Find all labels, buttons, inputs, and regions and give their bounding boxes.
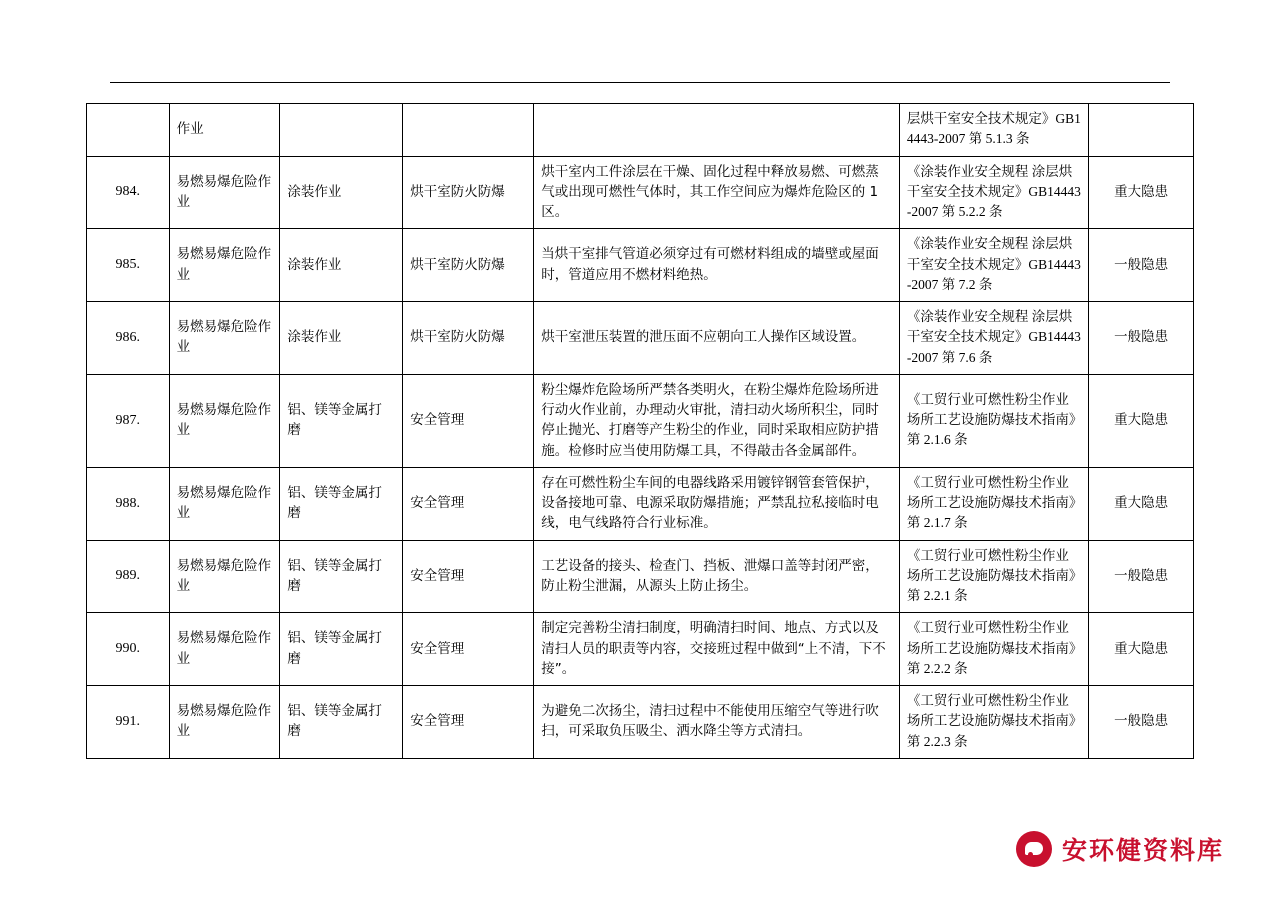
cell-description: 制定完善粉尘清扫制度，明确清扫时间、地点、方式以及清扫人员的职责等内容，交接班过程中做到“上不清，下不接”。 xyxy=(534,613,900,686)
cell-category: 易燃易爆危险作业 xyxy=(169,374,280,467)
cell-number: 986. xyxy=(87,302,170,375)
cell-item: 烘干室防火防爆 xyxy=(403,156,534,229)
cell-operation: 铝、镁等金属打磨 xyxy=(280,467,403,540)
watermark-label: 安环健资料库 xyxy=(1061,836,1224,865)
cell-number: 985. xyxy=(87,229,170,302)
cell-category: 作业 xyxy=(169,104,280,157)
cell-operation: 涂装作业 xyxy=(280,229,403,302)
cell-number: 989. xyxy=(87,540,170,613)
cell-item: 安全管理 xyxy=(403,467,534,540)
cell-level: 重大隐患 xyxy=(1089,374,1194,467)
cell-description xyxy=(534,104,900,157)
cell-category: 易燃易爆危险作业 xyxy=(169,229,280,302)
table-row xyxy=(87,686,1194,759)
cell-number xyxy=(87,104,170,157)
cell-operation xyxy=(280,104,403,157)
table-row xyxy=(87,540,1194,613)
cell-reference: 层烘干室安全技术规定》GB14443-2007 第 5.1.3 条 xyxy=(899,104,1088,157)
cell-category: 易燃易爆危险作业 xyxy=(169,467,280,540)
cell-reference: 《涂装作业安全规程 涂层烘干室安全技术规定》GB14443-2007 第 7.6 条 xyxy=(899,302,1088,375)
cell-level: 重大隐患 xyxy=(1089,156,1194,229)
cell-operation: 铝、镁等金属打磨 xyxy=(280,613,403,686)
cell-description: 粉尘爆炸危险场所严禁各类明火，在粉尘爆炸危险场所进行动火作业前，办理动火审批，清扫动火场所积尘，同时停止抛光、打磨等产生粉尘的作业，同时采取相应防护措施。检修时应当使用防爆工具，不得敲击各金属部件。 xyxy=(534,374,900,467)
table-row xyxy=(87,229,1194,302)
cell-category: 易燃易爆危险作业 xyxy=(169,540,280,613)
hazard-table-container xyxy=(86,103,1194,759)
cell-level: 一般隐患 xyxy=(1089,540,1194,613)
cell-item: 烘干室防火防爆 xyxy=(403,302,534,375)
cell-description: 烘干室内工件涂层在干燥、固化过程中释放易燃、可燃蒸气或出现可燃性气体时，其工作空间应为爆炸危险区的 1 区。 xyxy=(534,156,900,229)
table-row xyxy=(87,613,1194,686)
cell-number: 987. xyxy=(87,374,170,467)
cell-level: 一般隐患 xyxy=(1089,302,1194,375)
cell-number: 990. xyxy=(87,613,170,686)
table-row xyxy=(87,302,1194,375)
wechat-icon xyxy=(1016,831,1052,867)
cell-item: 安全管理 xyxy=(403,540,534,613)
table-row xyxy=(87,467,1194,540)
cell-operation: 铝、镁等金属打磨 xyxy=(280,540,403,613)
cell-item: 安全管理 xyxy=(403,686,534,759)
hazard-table-body xyxy=(87,104,1194,759)
cell-operation: 铝、镁等金属打磨 xyxy=(280,374,403,467)
cell-category: 易燃易爆危险作业 xyxy=(169,302,280,375)
cell-operation: 涂装作业 xyxy=(280,302,403,375)
cell-description: 工艺设备的接头、检查门、挡板、泄爆口盖等封闭严密，防止粉尘泄漏，从源头上防止扬尘。 xyxy=(534,540,900,613)
table-row xyxy=(87,104,1194,157)
cell-level: 重大隐患 xyxy=(1089,613,1194,686)
cell-description: 烘干室泄压装置的泄压面不应朝向工人操作区域设置。 xyxy=(534,302,900,375)
header-rule xyxy=(110,82,1170,83)
cell-category: 易燃易爆危险作业 xyxy=(169,156,280,229)
cell-operation: 涂装作业 xyxy=(280,156,403,229)
watermark xyxy=(1016,831,1224,867)
cell-reference: 《工贸行业可燃性粉尘作业场所工艺设施防爆技术指南》第 2.2.2 条 xyxy=(899,613,1088,686)
hazard-table xyxy=(86,103,1194,759)
cell-reference: 《工贸行业可燃性粉尘作业场所工艺设施防爆技术指南》第 2.1.6 条 xyxy=(899,374,1088,467)
cell-level: 一般隐患 xyxy=(1089,229,1194,302)
cell-level: 重大隐患 xyxy=(1089,467,1194,540)
cell-reference: 《涂装作业安全规程 涂层烘干室安全技术规定》GB14443-2007 第 5.2.2 条 xyxy=(899,156,1088,229)
cell-number: 984. xyxy=(87,156,170,229)
cell-item xyxy=(403,104,534,157)
cell-description: 为避免二次扬尘，清扫过程中不能使用压缩空气等进行吹扫，可采取负压吸尘、洒水降尘等方式清扫。 xyxy=(534,686,900,759)
table-row xyxy=(87,156,1194,229)
cell-number: 991. xyxy=(87,686,170,759)
cell-category: 易燃易爆危险作业 xyxy=(169,613,280,686)
cell-level: 一般隐患 xyxy=(1089,686,1194,759)
cell-reference: 《工贸行业可燃性粉尘作业场所工艺设施防爆技术指南》第 2.2.1 条 xyxy=(899,540,1088,613)
cell-number: 988. xyxy=(87,467,170,540)
cell-item: 烘干室防火防爆 xyxy=(403,229,534,302)
cell-reference: 《工贸行业可燃性粉尘作业场所工艺设施防爆技术指南》第 2.2.3 条 xyxy=(899,686,1088,759)
cell-reference: 《工贸行业可燃性粉尘作业场所工艺设施防爆技术指南》第 2.1.7 条 xyxy=(899,467,1088,540)
table-row xyxy=(87,374,1194,467)
cell-reference: 《涂装作业安全规程 涂层烘干室安全技术规定》GB14443-2007 第 7.2 条 xyxy=(899,229,1088,302)
cell-category: 易燃易爆危险作业 xyxy=(169,686,280,759)
cell-level xyxy=(1089,104,1194,157)
cell-operation: 铝、镁等金属打磨 xyxy=(280,686,403,759)
cell-item: 安全管理 xyxy=(403,374,534,467)
cell-item: 安全管理 xyxy=(403,613,534,686)
cell-description: 存在可燃性粉尘车间的电器线路采用镀锌钢管套管保护，设备接地可靠、电源采取防爆措施；严禁乱拉私接临时电线，电气线路符合行业标准。 xyxy=(534,467,900,540)
cell-description: 当烘干室排气管道必须穿过有可燃材料组成的墙壁或屋面时，管道应用不燃材料绝热。 xyxy=(534,229,900,302)
